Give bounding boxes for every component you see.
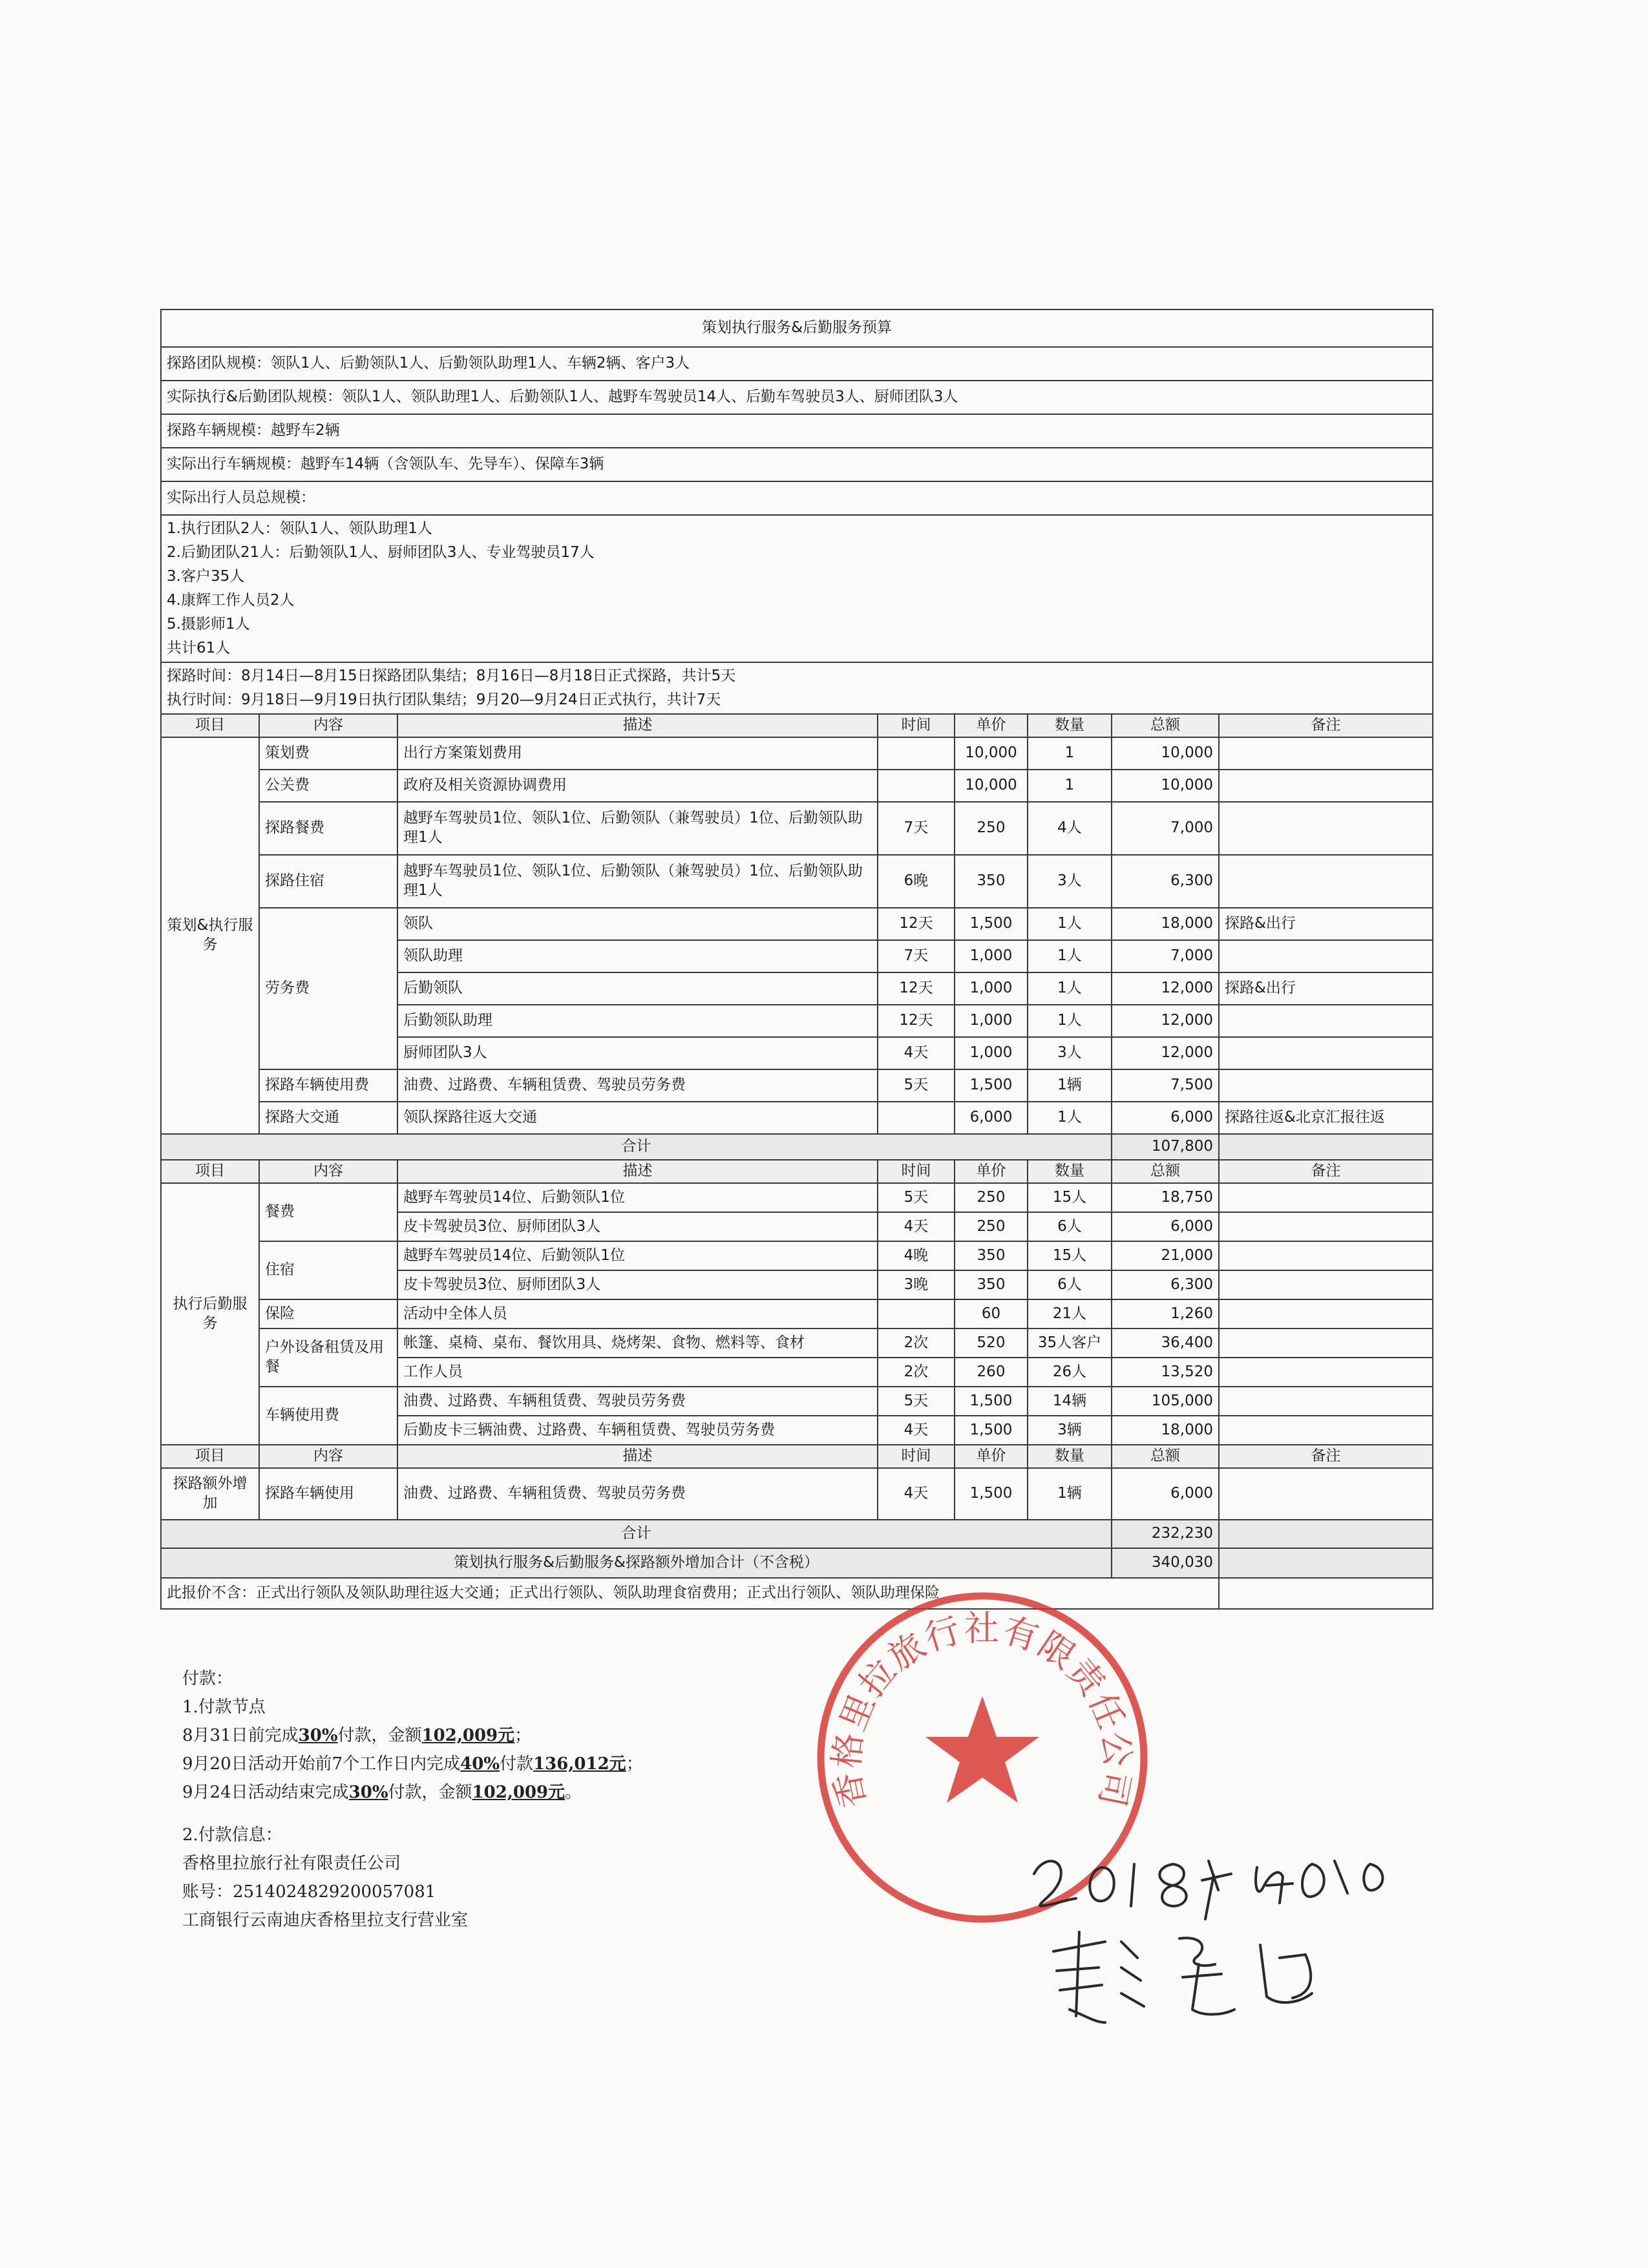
description-cell: 越野车驾驶员14位、后勤领队1位	[397, 1183, 878, 1212]
column-header: 时间	[878, 1445, 955, 1468]
description-cell: 越野车驾驶员1位、领队1位、后勤领队（兼驾驶员）1位、后勤领队助理1人	[397, 855, 878, 908]
total-cell: 6,000	[1112, 1468, 1219, 1520]
quantity-cell: 6人	[1028, 1270, 1112, 1299]
note-cell	[1219, 802, 1433, 855]
unit-price-cell: 1,000	[955, 1005, 1028, 1037]
description-cell: 厨师团队3人	[397, 1037, 878, 1069]
unit-price-cell: 350	[955, 1241, 1028, 1270]
table-row	[161, 381, 1433, 414]
unit-price-cell: 10,000	[955, 770, 1028, 802]
note-cell	[1219, 1328, 1433, 1358]
quantity-cell: 1	[1028, 737, 1112, 770]
column-header: 描述	[397, 714, 878, 737]
total-cell: 6,300	[1112, 1270, 1219, 1299]
content-cell: 住宿	[259, 1241, 397, 1299]
table-row	[161, 908, 1433, 940]
unit-price-cell: 1,500	[955, 1387, 1028, 1416]
payment-amt: 136,012元	[533, 1754, 626, 1774]
content-cell: 户外设备租赁及用餐	[259, 1328, 397, 1387]
table-row	[161, 802, 1433, 855]
table-row	[161, 737, 1433, 770]
time-cell: 7天	[878, 802, 955, 855]
unit-price-cell: 1,500	[955, 1069, 1028, 1102]
quantity-cell: 6人	[1028, 1212, 1112, 1241]
table-row	[161, 714, 1433, 737]
total-cell: 1,260	[1112, 1299, 1219, 1328]
time-cell: 12天	[878, 972, 955, 1005]
content-cell: 劳务费	[259, 908, 397, 1069]
description-cell: 工作人员	[397, 1358, 878, 1387]
description-cell: 油费、过路费、车辆租赁费、驾驶员劳务费	[397, 1468, 878, 1520]
column-header: 内容	[259, 1445, 397, 1468]
table-row	[161, 1445, 1433, 1468]
content-cell: 探路餐费	[259, 802, 397, 855]
unit-price-cell: 10,000	[955, 737, 1028, 770]
column-header: 总额	[1112, 1445, 1219, 1468]
content-cell: 探路车辆使用	[259, 1468, 397, 1520]
quantity-cell: 1辆	[1028, 1468, 1112, 1520]
column-header: 数量	[1028, 714, 1112, 737]
total-cell: 10,000	[1112, 737, 1219, 770]
subtotal-value: 107,800	[1112, 1134, 1219, 1160]
unit-price-cell: 1,000	[955, 940, 1028, 972]
column-header: 描述	[397, 1160, 878, 1183]
payment-company: 香格里拉旅行社有限责任公司	[182, 1854, 401, 1873]
table-row	[161, 1520, 1433, 1548]
note-cell	[1219, 1468, 1433, 1520]
payment-pct: 30%	[348, 1783, 388, 1802]
unit-price-cell: 250	[955, 1212, 1028, 1241]
content-cell: 探路住宿	[259, 855, 397, 908]
total-cell: 13,520	[1112, 1358, 1219, 1387]
table-row	[161, 1387, 1433, 1416]
table-row	[161, 1102, 1433, 1134]
time-cell: 6晚	[878, 855, 955, 908]
total-cell: 18,750	[1112, 1183, 1219, 1212]
payment-post: 。	[565, 1783, 582, 1802]
note-cell	[1219, 770, 1433, 802]
description-cell: 政府及相关资源协调费用	[397, 770, 878, 802]
info-row: 实际出行车辆规模：越野车14辆（含领队车、先导车）、保障车3辆	[161, 448, 1433, 481]
description-cell: 越野车驾驶员1位、领队1位、后勤领队（兼驾驶员）1位、后勤领队助理1人	[397, 802, 878, 855]
note-cell	[1219, 1520, 1433, 1548]
total-cell: 7,000	[1112, 940, 1219, 972]
note-cell	[1219, 1005, 1433, 1037]
time-cell: 4晚	[878, 1241, 955, 1270]
time-cell: 5天	[878, 1183, 955, 1212]
table-row	[161, 347, 1433, 381]
note-cell: 探路&出行	[1219, 908, 1433, 940]
info-row: 探路团队规模：领队1人、后勤领队1人、后勤领队助理1人、车辆2辆、客户3人	[161, 347, 1433, 381]
grand-total-value: 340,030	[1112, 1548, 1219, 1578]
unit-price-cell: 1,500	[955, 1468, 1028, 1520]
payment-amt: 102,009元	[472, 1783, 565, 1802]
note-cell	[1219, 1212, 1433, 1241]
note-cell: 探路&出行	[1219, 972, 1433, 1005]
total-cell: 6,000	[1112, 1102, 1219, 1134]
unit-price-cell: 60	[955, 1299, 1028, 1328]
payment-amt: 102,009元	[421, 1726, 515, 1745]
time-cell: 4天	[878, 1212, 955, 1241]
quantity-cell: 15人	[1028, 1183, 1112, 1212]
column-header: 单价	[955, 1160, 1028, 1183]
table-row	[161, 515, 1433, 662]
time-cell: 7天	[878, 940, 955, 972]
unit-price-cell: 1,500	[955, 1416, 1028, 1445]
payment-heading: 付款：	[182, 1669, 233, 1688]
column-header: 备注	[1219, 714, 1433, 737]
text-line: 3.客户35人	[167, 568, 245, 585]
payment-node-title: 1.付款节点	[182, 1697, 266, 1717]
payment-line	[182, 1750, 643, 1778]
payment-pre: 9月24日活动结束完成	[182, 1783, 349, 1802]
content-cell: 车辆使用费	[259, 1387, 397, 1445]
time-cell: 2次	[878, 1328, 955, 1358]
total-cell: 18,000	[1112, 1416, 1219, 1445]
total-cell: 18,000	[1112, 908, 1219, 940]
total-cell: 36,400	[1112, 1328, 1219, 1358]
note-cell	[1219, 1069, 1433, 1102]
quantity-cell: 3人	[1028, 1037, 1112, 1069]
column-header: 备注	[1219, 1160, 1433, 1183]
payment-mid: 付款，金额	[388, 1783, 472, 1802]
unit-price-cell: 520	[955, 1328, 1028, 1358]
payment-post: ；	[514, 1726, 532, 1745]
table-row	[161, 310, 1433, 347]
note-cell	[1219, 1270, 1433, 1299]
quantity-cell: 1人	[1028, 1102, 1112, 1134]
table-row	[161, 1241, 1433, 1270]
total-cell: 7,500	[1112, 1069, 1219, 1102]
payment-line	[182, 1721, 643, 1750]
description-cell: 皮卡驾驶员3位、厨师团队3人	[397, 1270, 878, 1299]
quantity-cell: 1人	[1028, 908, 1112, 940]
note-cell	[1219, 1578, 1433, 1609]
text-line: 2.后勤团队21人：后勤领队1人、厨师团队3人、专业驾驶员17人	[167, 544, 595, 561]
quantity-cell: 1人	[1028, 1005, 1112, 1037]
payment-pre: 9月20日活动开始前7个工作日内完成	[182, 1754, 461, 1774]
payment-pre: 8月31日前完成	[182, 1726, 299, 1745]
total-cell: 7,000	[1112, 802, 1219, 855]
payment-mid: 付款	[500, 1754, 534, 1774]
description-cell: 出行方案策划费用	[397, 737, 878, 770]
quantity-cell: 35人客户	[1028, 1328, 1112, 1358]
payment-pct: 40%	[460, 1754, 500, 1774]
total-cell: 6,000	[1112, 1212, 1219, 1241]
description-cell: 帐篷、桌椅、桌布、餐饮用具、烧烤架、食物、燃料等、食材	[397, 1328, 878, 1358]
content-cell: 保险	[259, 1299, 397, 1328]
table-row	[161, 1134, 1433, 1160]
table-row	[161, 770, 1433, 802]
text-line: 共计61人	[167, 640, 231, 656]
time-cell: 4天	[878, 1468, 955, 1520]
unit-price-cell: 350	[955, 855, 1028, 908]
text-line: 探路时间：8月14日—8月15日探路团队集结；8月16日—8月18日正式探路，共计5天	[167, 667, 736, 684]
content-cell: 餐费	[259, 1183, 397, 1241]
table-row	[161, 1468, 1433, 1520]
content-cell: 策划费	[259, 737, 397, 770]
total-cell: 21,000	[1112, 1241, 1219, 1270]
info-row: 实际出行人员总规模：	[161, 481, 1433, 515]
text-line: 1.执行团队2人：领队1人、领队助理1人	[167, 520, 432, 537]
text-line: 5.摄影师1人	[167, 616, 250, 633]
note-cell	[1219, 855, 1433, 908]
table-row	[161, 1548, 1433, 1578]
table-row	[161, 855, 1433, 908]
table-row	[161, 1183, 1433, 1212]
time-cell	[878, 1299, 955, 1328]
column-header: 总额	[1112, 1160, 1219, 1183]
time-cell: 12天	[878, 1005, 955, 1037]
exclusion-note: 此报价不含：正式出行领队及领队助理往返大交通；正式出行领队、领队助理食宿费用；正式出行领队、领队助理保险	[161, 1578, 1219, 1609]
content-cell: 探路大交通	[259, 1102, 397, 1134]
time-cell	[878, 770, 955, 802]
text-line: 执行时间：9月18日—9月19日执行团队集结；9月20—9月24日正式执行，共计7天	[167, 691, 721, 708]
column-header: 项目	[161, 1445, 259, 1468]
column-header: 单价	[955, 1445, 1028, 1468]
description-cell: 领队助理	[397, 940, 878, 972]
payment-section	[182, 1664, 643, 1935]
note-cell	[1219, 1358, 1433, 1387]
note-cell	[1219, 1299, 1433, 1328]
total-cell: 6,300	[1112, 855, 1219, 908]
note-cell	[1219, 940, 1433, 972]
column-header: 总额	[1112, 714, 1219, 737]
column-header: 描述	[397, 1445, 878, 1468]
subtotal-value: 232,230	[1112, 1520, 1219, 1548]
info-row: 实际执行&后勤团队规模：领队1人、领队助理1人、后勤领队1人、越野车驾驶员14人、后勤车驾驶员3人、厨师团队3人	[161, 381, 1433, 414]
column-header: 内容	[259, 714, 397, 737]
description-cell: 后勤领队助理	[397, 1005, 878, 1037]
svg-text:香格里拉旅行社有限责任公司: 香格里拉旅行社有限责任公司	[826, 1608, 1139, 1812]
quantity-cell: 14辆	[1028, 1387, 1112, 1416]
time-cell: 5天	[878, 1387, 955, 1416]
column-header: 内容	[259, 1160, 397, 1183]
payment-line	[182, 1778, 643, 1807]
unit-price-cell: 1,500	[955, 908, 1028, 940]
table-row	[161, 1578, 1433, 1609]
table-row	[161, 1299, 1433, 1328]
total-cell: 105,000	[1112, 1387, 1219, 1416]
description-cell: 领队探路往返大交通	[397, 1102, 878, 1134]
unit-price-cell: 6,000	[955, 1102, 1028, 1134]
description-cell: 后勤领队	[397, 972, 878, 1005]
quantity-cell: 3人	[1028, 855, 1112, 908]
grand-total-label: 策划执行服务&后勤服务&探路额外增加合计（不含税）	[161, 1548, 1112, 1578]
quantity-cell: 1人	[1028, 972, 1112, 1005]
table-row	[161, 448, 1433, 481]
note-cell	[1219, 1037, 1433, 1069]
payment-bank: 工商银行云南迪庆香格里拉支行营业室	[182, 1911, 469, 1930]
unit-price-cell: 250	[955, 802, 1028, 855]
column-header: 时间	[878, 1160, 955, 1183]
note-cell	[1219, 1241, 1433, 1270]
budget-table	[160, 309, 1433, 1610]
table-row	[161, 662, 1433, 714]
seal-star-icon	[925, 1696, 1039, 1803]
unit-price-cell: 350	[955, 1270, 1028, 1299]
unit-price-cell: 1,000	[955, 1037, 1028, 1069]
note-cell	[1219, 1183, 1433, 1212]
time-cell	[878, 737, 955, 770]
column-header: 单价	[955, 714, 1028, 737]
quantity-cell: 26人	[1028, 1358, 1112, 1387]
project-cell: 策划&执行服务	[161, 737, 259, 1134]
personnel-block	[161, 515, 1433, 662]
note-cell	[1219, 1134, 1433, 1160]
column-header: 备注	[1219, 1445, 1433, 1468]
table-row	[161, 1160, 1433, 1183]
payment-pct: 30%	[298, 1726, 338, 1745]
subtotal-label: 合计	[161, 1520, 1112, 1548]
quantity-cell: 21人	[1028, 1299, 1112, 1328]
text-line: 4.康辉工作人员2人	[167, 592, 295, 609]
content-cell: 探路车辆使用费	[259, 1069, 397, 1102]
note-cell	[1219, 1387, 1433, 1416]
description-cell: 领队	[397, 908, 878, 940]
time-cell: 2次	[878, 1358, 955, 1387]
schedule-block	[161, 662, 1433, 714]
time-cell: 4天	[878, 1416, 955, 1445]
project-cell: 执行后勤服务	[161, 1183, 259, 1445]
note-cell	[1219, 737, 1433, 770]
column-header: 数量	[1028, 1445, 1112, 1468]
total-cell: 12,000	[1112, 1037, 1219, 1069]
note-cell	[1219, 1548, 1433, 1578]
quantity-cell: 3辆	[1028, 1416, 1112, 1445]
payment-post: ；	[626, 1754, 643, 1774]
column-header: 项目	[161, 1160, 259, 1183]
column-header: 数量	[1028, 1160, 1112, 1183]
time-cell: 5天	[878, 1069, 955, 1102]
description-cell: 皮卡驾驶员3位、厨师团队3人	[397, 1212, 878, 1241]
quantity-cell: 1辆	[1028, 1069, 1112, 1102]
time-cell: 4天	[878, 1037, 955, 1069]
payment-mid: 付款，金额	[337, 1726, 422, 1745]
subtotal-label: 合计	[161, 1134, 1112, 1160]
table-row	[161, 481, 1433, 515]
table-row	[161, 1328, 1433, 1358]
description-cell: 越野车驾驶员14位、后勤领队1位	[397, 1241, 878, 1270]
description-cell: 油费、过路费、车辆租赁费、驾驶员劳务费	[397, 1069, 878, 1102]
quantity-cell: 4人	[1028, 802, 1112, 855]
description-cell: 油费、过路费、车辆租赁费、驾驶员劳务费	[397, 1387, 878, 1416]
quantity-cell: 1人	[1028, 940, 1112, 972]
payment-info-title: 2.付款信息：	[182, 1825, 282, 1845]
handwritten-signature	[1008, 1829, 1409, 2042]
unit-price-cell: 1,000	[955, 972, 1028, 1005]
table-row	[161, 1069, 1433, 1102]
budget-title: 策划执行服务&后勤服务预算	[161, 310, 1433, 347]
note-cell: 探路往返&北京汇报往返	[1219, 1102, 1433, 1134]
total-cell: 10,000	[1112, 770, 1219, 802]
unit-price-cell: 260	[955, 1358, 1028, 1387]
payment-account: 账号：2514024829200057081	[182, 1882, 436, 1902]
total-cell: 12,000	[1112, 972, 1219, 1005]
time-cell: 3晚	[878, 1270, 955, 1299]
content-cell: 公关费	[259, 770, 397, 802]
time-cell: 12天	[878, 908, 955, 940]
column-header: 项目	[161, 714, 259, 737]
time-cell	[878, 1102, 955, 1134]
total-cell: 12,000	[1112, 1005, 1219, 1037]
unit-price-cell: 250	[955, 1183, 1028, 1212]
description-cell: 活动中全体人员	[397, 1299, 878, 1328]
quantity-cell: 15人	[1028, 1241, 1112, 1270]
note-cell	[1219, 1416, 1433, 1445]
project-cell: 探路额外增加	[161, 1468, 259, 1520]
info-row: 探路车辆规模：越野车2辆	[161, 414, 1433, 448]
table-row	[161, 414, 1433, 448]
description-cell: 后勤皮卡三辆油费、过路费、车辆租赁费、驾驶员劳务费	[397, 1416, 878, 1445]
quantity-cell: 1	[1028, 770, 1112, 802]
column-header: 时间	[878, 714, 955, 737]
